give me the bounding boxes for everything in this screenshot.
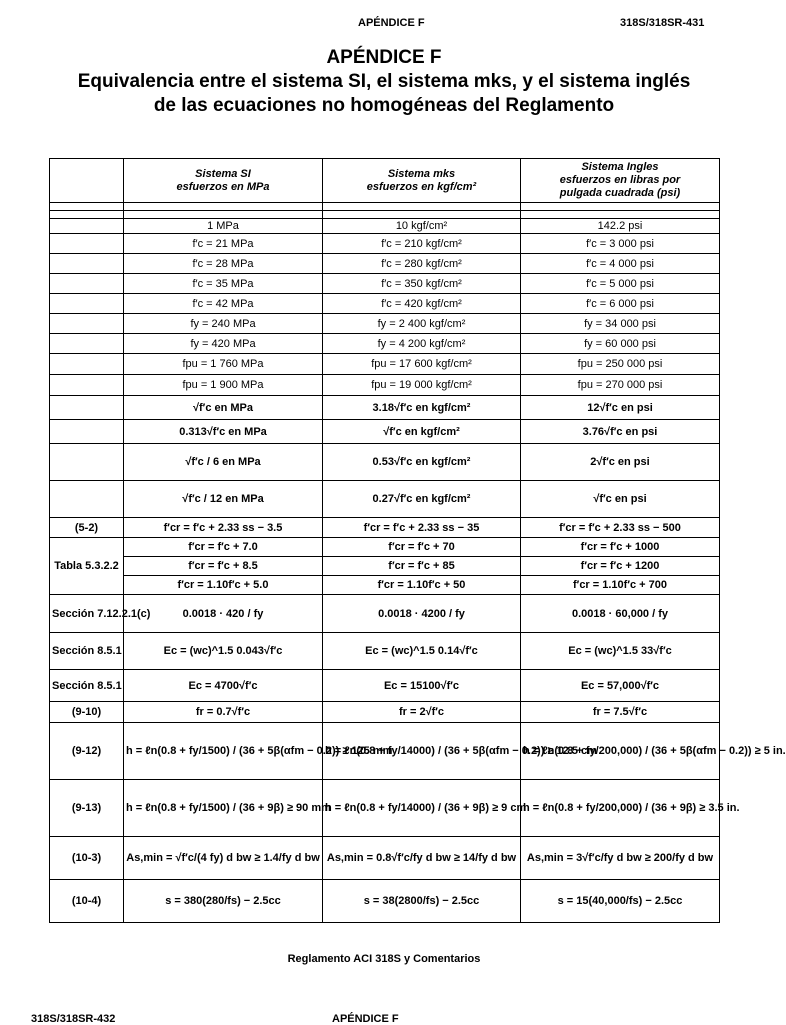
mks-value-cell: fpu = 19 000 kgf/cm² [323, 375, 521, 396]
eng-value-cell: fy = 60 000 psi [521, 334, 720, 354]
mks-header-line1: Sistema mks [387, 167, 456, 180]
equation-reference-cell [50, 375, 124, 396]
mks-value-cell: fr = 2√f′c [323, 702, 521, 723]
table-row [50, 354, 720, 375]
table-row [50, 274, 720, 294]
si-value-cell: fy = 420 MPa [124, 334, 323, 354]
mks-value-cell: √f′c en kgf/cm² [323, 420, 521, 444]
table-row [50, 314, 720, 334]
eng-value-cell: f′c = 5 000 psi [521, 274, 720, 294]
si-value-cell: 0.0018 · 420 / fy [124, 595, 323, 633]
mks-value-cell: 3.18√f′c en kgf/cm² [323, 396, 521, 420]
eng-value-cell: fr = 7.5√f′c [521, 702, 720, 723]
si-value-cell: f′cr = 1.10f′c + 5.0 [124, 576, 323, 595]
mks-value-cell: Ec = (wc)^1.5 0.14√f′c [323, 633, 521, 670]
equation-reference-cell [50, 234, 124, 254]
table-row [50, 444, 720, 481]
si-value-cell: fy = 240 MPa [124, 314, 323, 334]
mks-value-cell: f′c = 280 kgf/cm² [323, 254, 521, 274]
mks-value-cell: f′cr = f′c + 70 [323, 538, 521, 557]
eng-value-cell: fpu = 270 000 psi [521, 375, 720, 396]
eng-value-cell: √f′c en psi [521, 481, 720, 518]
spacer-cell [323, 211, 521, 219]
mks-value-cell: f′cr = 1.10f′c + 50 [323, 576, 521, 595]
mks-value-cell: 0.27√f′c en kgf/cm² [323, 481, 521, 518]
eng-value-cell: 12√f′c en psi [521, 396, 720, 420]
equation-reference-cell [50, 334, 124, 354]
running-footer-page: 318S/318SR-432 [31, 1013, 116, 1025]
eng-value-cell: s = 15(40,000/fs) − 2.5cc [521, 880, 720, 923]
si-value-cell: f′cr = f′c + 2.33 ss − 3.5 [124, 518, 323, 538]
equation-reference-cell: Sección 8.5.1 [50, 633, 124, 670]
equation-reference-cell: (5-2) [50, 518, 124, 538]
eng-value-cell: f′c = 4 000 psi [521, 254, 720, 274]
eng-value-cell: 142.2 psi [521, 219, 720, 234]
equation-reference-cell [50, 420, 124, 444]
si-value-cell: Ec = (wc)^1.5 0.043√f′c [124, 633, 323, 670]
si-value-cell: √f′c / 12 en MPa [124, 481, 323, 518]
mks-value-cell: h = ℓn(0.8 + fy/14000) / (36 + 9β) ≥ 9 cm [323, 780, 521, 837]
running-header-title: APÉNDICE F [358, 17, 425, 29]
mks-value-cell: f′c = 420 kgf/cm² [323, 294, 521, 314]
spacer-cell [124, 203, 323, 211]
eng-value-cell: Ec = 57,000√f′c [521, 670, 720, 702]
spacer-cell [50, 203, 124, 211]
si-value-cell: 1 MPa [124, 219, 323, 234]
eng-value-cell: 0.0018 · 60,000 / fy [521, 595, 720, 633]
eng-column-header [521, 159, 720, 203]
mks-value-cell: Ec = 15100√f′c [323, 670, 521, 702]
spacer-cell [50, 211, 124, 219]
running-header-page: 318S/318SR-431 [620, 17, 705, 29]
table-row [50, 234, 720, 254]
equation-reference-cell [50, 294, 124, 314]
appendix-title: APÉNDICE F [326, 47, 442, 68]
equation-reference-cell: (10-3) [50, 837, 124, 880]
eng-value-cell: f′c = 6 000 psi [521, 294, 720, 314]
document-caption: Reglamento ACI 318S y Comentarios [287, 953, 481, 965]
eng-value-cell: 3.76√f′c en psi [521, 420, 720, 444]
mks-value-cell: f′c = 350 kgf/cm² [323, 274, 521, 294]
eng-value-cell: fy = 34 000 psi [521, 314, 720, 334]
equation-reference-cell [50, 314, 124, 334]
mks-header-line2: esfuerzos en kgf/cm² [366, 180, 477, 193]
eng-value-cell: f′cr = 1.10f′c + 700 [521, 576, 720, 595]
eng-value-cell: h = ℓn(0.8 + fy/200,000) / (36 + 9β) ≥ 3.5 in. [521, 780, 720, 837]
eng-header-line2: esfuerzos en libras por [559, 174, 681, 186]
equation-reference-cell: Sección 8.5.1 [50, 670, 124, 702]
mks-value-cell: As,min = 0.8√f′c/fy d bw ≥ 14/fy d bw [323, 837, 521, 880]
equation-reference-cell: Tabla 5.3.2.2 [50, 538, 124, 595]
table-row [50, 219, 720, 234]
si-value-cell: f′c = 28 MPa [124, 254, 323, 274]
eng-value-cell: f′cr = f′c + 1200 [521, 557, 720, 576]
equation-reference-cell [50, 274, 124, 294]
equation-reference-cell [50, 481, 124, 518]
si-header-line2: esfuerzos en MPa [176, 180, 270, 193]
table-row [50, 723, 720, 780]
mks-column-header [323, 159, 521, 203]
table-row [50, 375, 720, 396]
equation-reference-cell [50, 219, 124, 234]
table-row [50, 880, 720, 923]
table-row [50, 576, 720, 595]
si-value-cell: f′c = 21 MPa [124, 234, 323, 254]
table-row [50, 334, 720, 354]
equation-reference-cell: Sección 7.12.2.1(c) [50, 595, 124, 633]
spacer-cell [521, 211, 720, 219]
table-row [50, 518, 720, 538]
si-value-cell: √f′c en MPa [124, 396, 323, 420]
mks-value-cell: 0.53√f′c en kgf/cm² [323, 444, 521, 481]
si-value-cell: f′c = 42 MPa [124, 294, 323, 314]
equation-reference-cell: (9-10) [50, 702, 124, 723]
eng-value-cell: h = ℓn(0.8 + fy/200,000) / (36 + 5β(αfm − 0.2)) ≥ 5 in. [521, 723, 720, 780]
eng-value-cell: fpu = 250 000 psi [521, 354, 720, 375]
mks-value-cell: fy = 4 200 kgf/cm² [323, 334, 521, 354]
eng-value-cell: 2√f′c en psi [521, 444, 720, 481]
eng-value-cell: f′cr = f′c + 1000 [521, 538, 720, 557]
mks-value-cell: f′cr = f′c + 2.33 ss − 35 [323, 518, 521, 538]
equivalence-table [49, 158, 786, 923]
table-row [50, 396, 720, 420]
table-row [50, 557, 720, 576]
si-value-cell: s = 380(280/fs) − 2.5cc [124, 880, 323, 923]
equation-reference-cell: (10-4) [50, 880, 124, 923]
spacer-cell [124, 211, 323, 219]
appendix-subtitle-line1: Equivalencia entre el sistema SI, el sistema mks, y el sistema inglés [77, 71, 691, 92]
spacer-cell [521, 203, 720, 211]
si-value-cell: h = ℓn(0.8 + fy/1500) / (36 + 9β) ≥ 90 mm [124, 780, 323, 837]
table-row [50, 702, 720, 723]
spacer-row [50, 211, 720, 219]
si-value-cell: √f′c / 6 en MPa [124, 444, 323, 481]
equation-reference-cell [50, 354, 124, 375]
si-value-cell: Ec = 4700√f′c [124, 670, 323, 702]
si-value-cell: f′cr = f′c + 8.5 [124, 557, 323, 576]
mks-value-cell: s = 38(2800/fs) − 2.5cc [323, 880, 521, 923]
table-row [50, 420, 720, 444]
si-value-cell: fpu = 1 900 MPa [124, 375, 323, 396]
mks-value-cell: 10 kgf/cm² [323, 219, 521, 234]
eng-value-cell: f′c = 3 000 psi [521, 234, 720, 254]
table-row [50, 294, 720, 314]
table-row [50, 595, 720, 633]
si-value-cell: fr = 0.7√f′c [124, 702, 323, 723]
si-value-cell: f′c = 35 MPa [124, 274, 323, 294]
si-value-cell: fpu = 1 760 MPa [124, 354, 323, 375]
mks-value-cell: fpu = 17 600 kgf/cm² [323, 354, 521, 375]
table-row [50, 481, 720, 518]
appendix-subtitle-line2: de las ecuaciones no homogéneas del Reglamento [153, 95, 615, 116]
equation-reference-cell [50, 396, 124, 420]
table-row [50, 538, 720, 557]
table-row [50, 633, 720, 670]
mks-value-cell: f′c = 210 kgf/cm² [323, 234, 521, 254]
equation-reference-cell: (9-12) [50, 723, 124, 780]
equation-reference-cell: (9-13) [50, 780, 124, 837]
table-row [50, 254, 720, 274]
table-row [50, 670, 720, 702]
eng-header-line3: pulgada cuadrada (psi) [559, 187, 681, 199]
table-header-row [50, 159, 720, 203]
si-column-header [124, 159, 323, 203]
table-row [50, 780, 720, 837]
spacer-cell [323, 203, 521, 211]
mks-value-cell: h = ℓn(0.8 + fy/14000) / (36 + 5β(αfm − 0.2)) ≥ 12.5 cm [323, 723, 521, 780]
mks-value-cell: f′cr = f′c + 85 [323, 557, 521, 576]
table-row [50, 837, 720, 880]
running-footer-title: APÉNDICE F [332, 1013, 399, 1025]
spacer-row [50, 203, 720, 211]
eng-header-line1: Sistema Ingles [581, 161, 659, 173]
eng-value-cell: As,min = 3√f′c/fy d bw ≥ 200/fy d bw [521, 837, 720, 880]
mks-value-cell: 0.0018 · 4200 / fy [323, 595, 521, 633]
eng-value-cell: f′cr = f′c + 2.33 ss − 500 [521, 518, 720, 538]
eng-value-cell: Ec = (wc)^1.5 33√f′c [521, 633, 720, 670]
equation-reference-cell [50, 254, 124, 274]
ref-header-cell [50, 159, 124, 203]
si-value-cell: f′cr = f′c + 7.0 [124, 538, 323, 557]
mks-value-cell: fy = 2 400 kgf/cm² [323, 314, 521, 334]
si-value-cell: h = ℓn(0.8 + fy/1500) / (36 + 5β(αfm − 0.2)) ≥ 125 mm [124, 723, 323, 780]
si-header-line1: Sistema SI [195, 167, 251, 180]
si-value-cell: As,min = √f′c/(4 fy) d bw ≥ 1.4/fy d bw [124, 837, 323, 880]
equation-reference-cell [50, 444, 124, 481]
si-value-cell: 0.313√f′c en MPa [124, 420, 323, 444]
